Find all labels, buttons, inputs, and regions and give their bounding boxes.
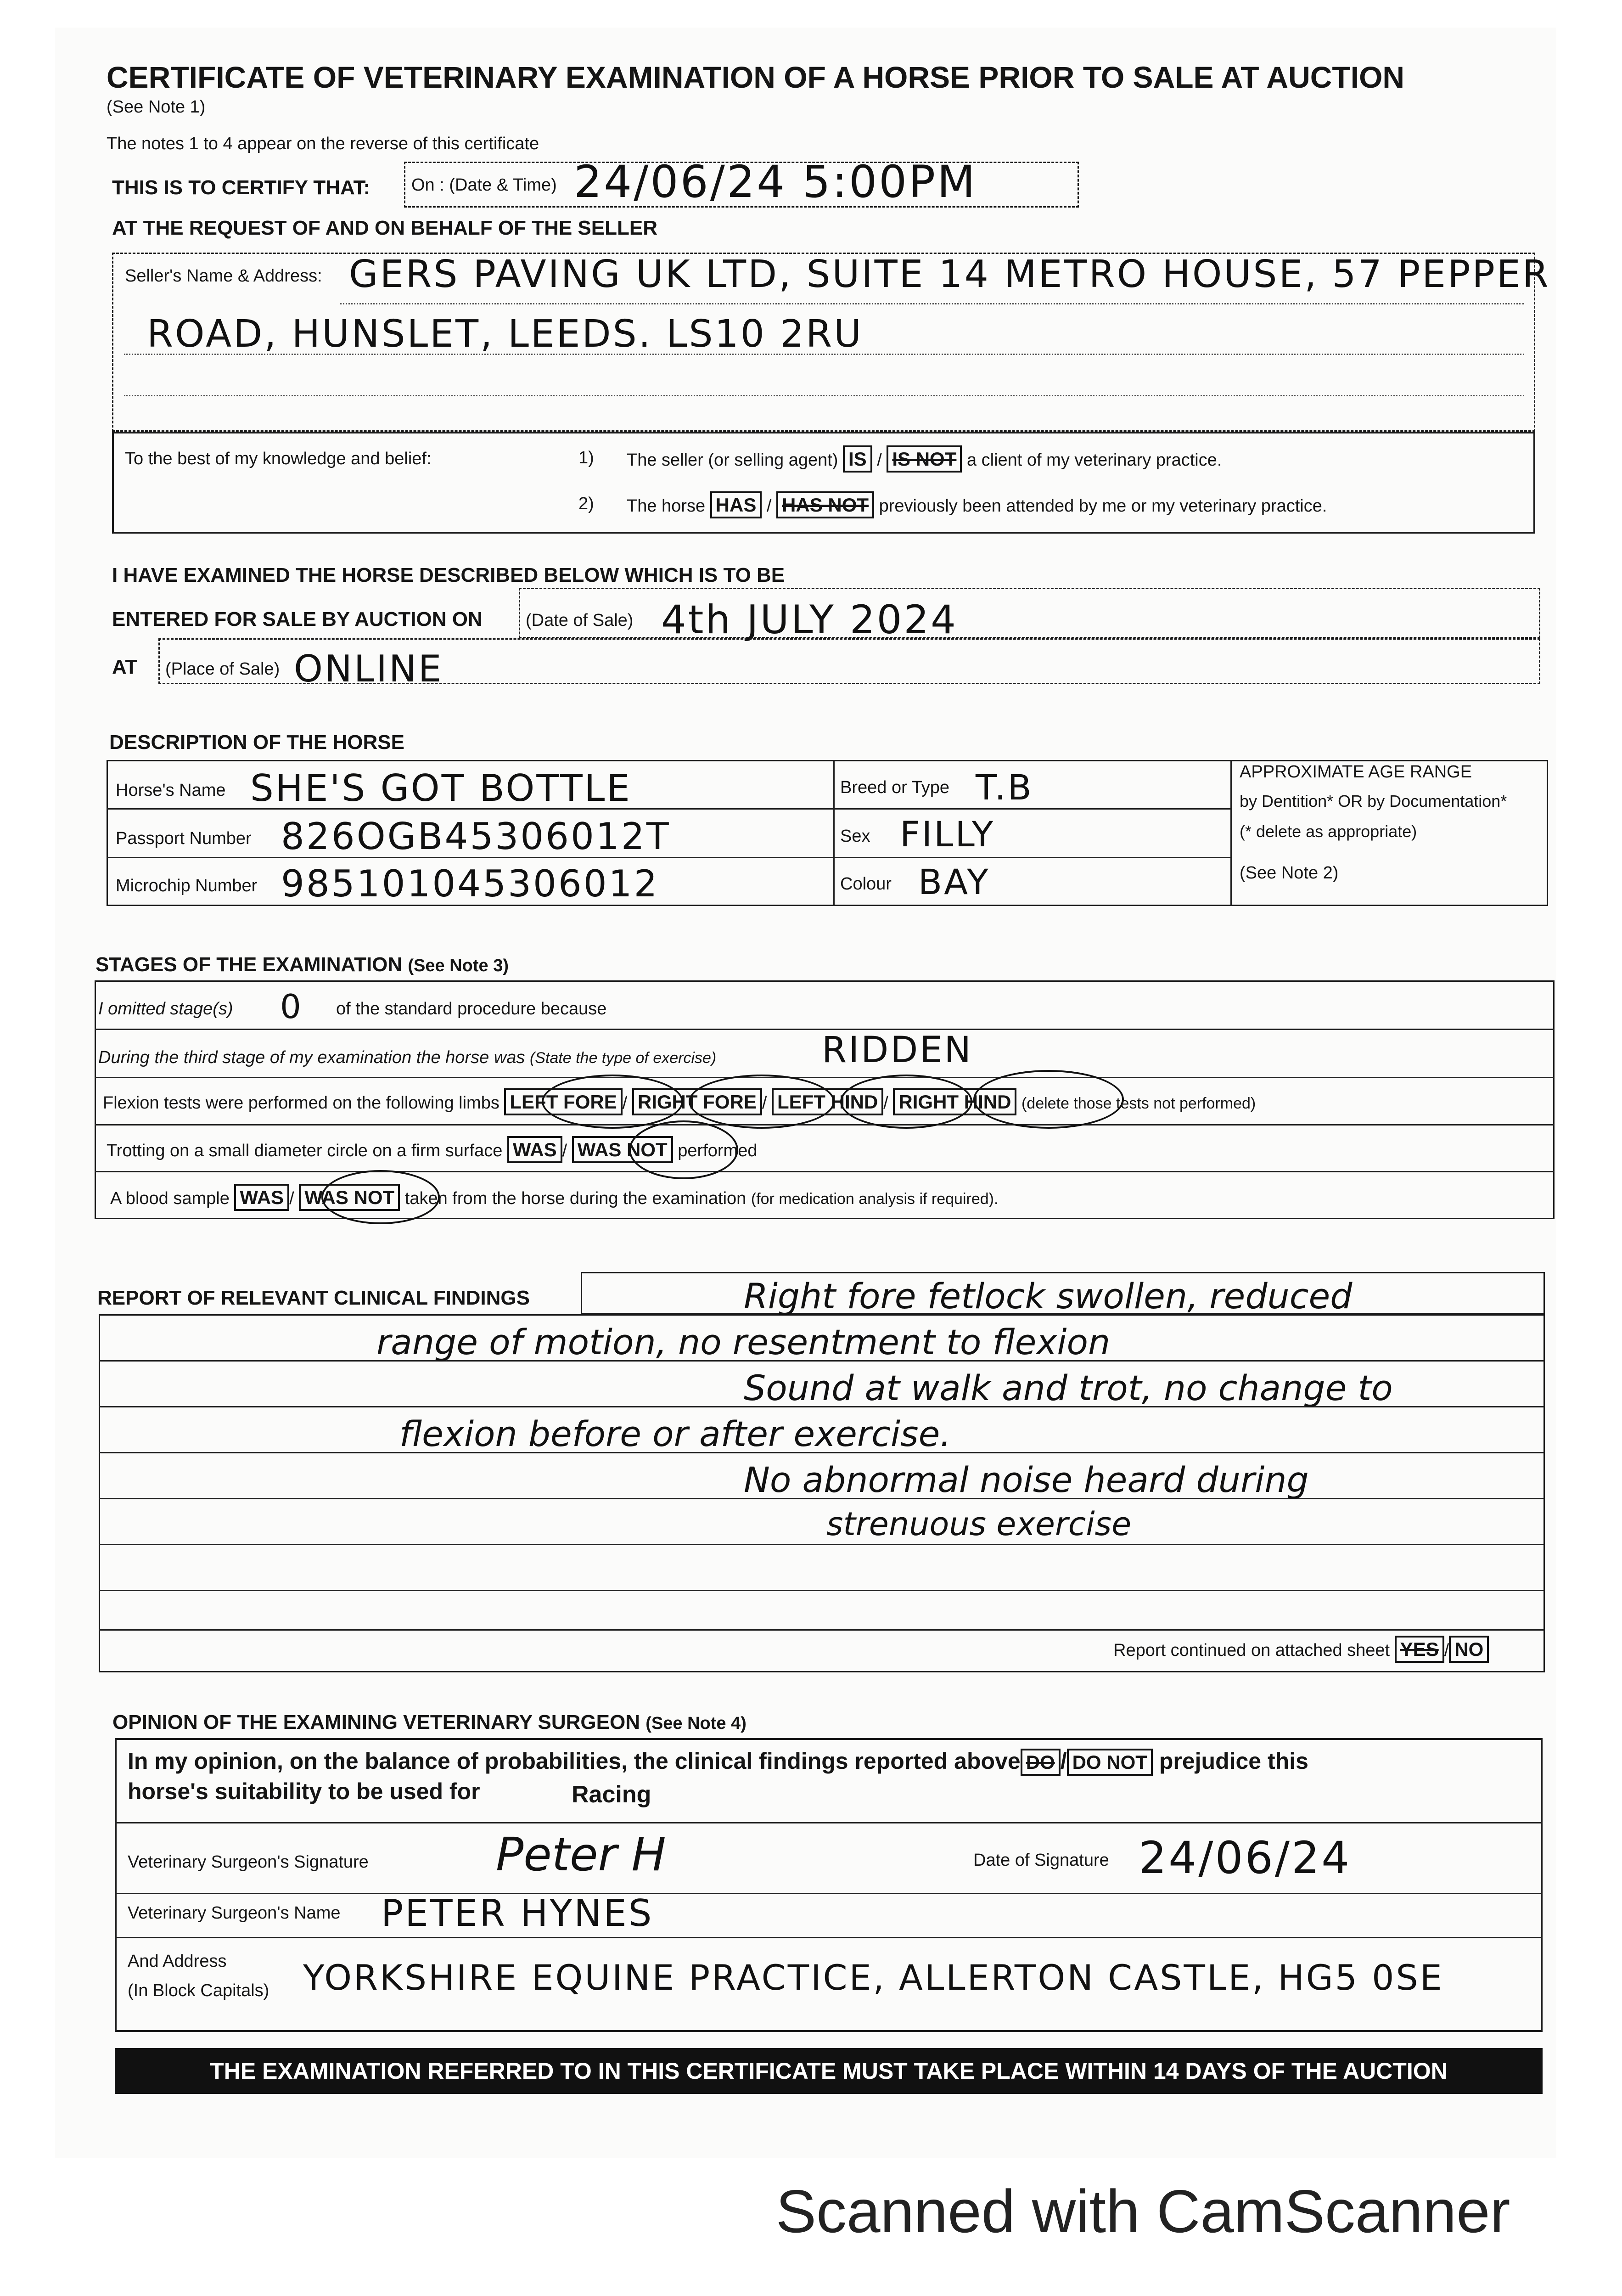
sex-value: FILLY [900,814,995,855]
horse-name-label: Horse's Name [116,781,226,800]
circle-left-fore [542,1075,683,1129]
at-label: AT [112,656,138,678]
option-do-not[interactable]: DO NOT [1067,1749,1153,1776]
flexion-right-hind[interactable]: RIGHT HIND [893,1088,1016,1115]
knowledge-statement-2 [627,494,1327,516]
seller-client-pre: The seller (or selling agent) [627,450,838,470]
omitted-pre: I omitted stage(s) [98,999,233,1019]
flexion-left-fore[interactable]: LEFT FORE [504,1088,622,1115]
date-of-sale-label: (Date of Sale) [526,611,634,630]
certify-label: THIS IS TO CERTIFY THAT: [112,176,370,199]
blood-was-not[interactable]: WAS NOT [299,1184,400,1211]
flexion-left-hind[interactable]: LEFT HIND [772,1088,883,1115]
see-note-1: (See Note 1) [107,97,206,117]
report-heading: REPORT OF RELEVANT CLINICAL FINDINGS [97,1287,530,1309]
colour-label: Colour [840,874,892,894]
horse-name-value: SHE'S GOT BOTTLE [250,767,632,810]
signature-label: Veterinary Surgeon's Signature [128,1852,369,1872]
knowledge-num-2: 2) [578,494,594,513]
third-stage-note: (State the type of exercise) [529,1049,717,1067]
col-divider-2 [1230,760,1232,906]
trot-was-not[interactable]: WAS NOT [572,1136,673,1163]
third-stage-value: RIDDEN [822,1030,973,1071]
col-divider-1 [833,760,835,906]
seller-label: Seller's Name & Address: [125,266,322,286]
flexion-right-fore[interactable]: RIGHT FORE [632,1088,762,1115]
opinion-text-2: prejudice this [1159,1748,1308,1774]
breed-value: T.B [976,767,1033,808]
report-rule-7 [99,1629,1545,1631]
flexion-post: (delete those tests not performed) [1021,1095,1256,1112]
seller-line-1: GERS PAVING UK LTD, SUITE 14 METRO HOUSE, 57 PEPPER [349,253,1550,296]
omitted-post: of the standard procedure because [336,999,607,1019]
notes-line: The notes 1 to 4 appear on the reverse of this certificate [107,134,539,153]
option-is-not[interactable]: IS NOT [887,445,962,473]
horse-attended-post: previously been attended by me or my veterinary practice. [879,496,1327,516]
age-range-method: by Dentition* OR by Documentation* [1240,792,1507,810]
camscanner-watermark: Scanned with CamScanner [776,2178,1510,2245]
on-date-time-label: On : (Date & Time) [411,175,557,195]
report-rule-5 [99,1544,1545,1545]
knowledge-label: To the best of my knowledge and belief: [125,449,432,468]
report-line-5: No abnormal noise heard during [744,1459,1309,1500]
report-line-2: range of motion, no resentment to flexion [376,1322,1111,1362]
stage-row-2 [95,1077,1555,1078]
opinion-text-line-1 [128,1748,1308,1774]
age-range-see-note: (See Note 2) [1240,863,1339,883]
opinion-heading-note: (See Note 4) [645,1714,746,1733]
signature-value: Peter H [496,1828,666,1881]
colour-value: BAY [918,861,990,902]
microchip-value: 985101045306012 [281,862,659,905]
report-line-1: Right fore fetlock swollen, reduced [744,1276,1353,1317]
report-continued-label: Report continued on attached sheet [1113,1641,1390,1660]
trot-post: performed [678,1141,758,1160]
opinion-rule-2 [115,1893,1543,1894]
date-of-sale-value: 4th JULY 2024 [661,597,958,643]
age-range-title: APPROXIMATE AGE RANGE [1240,762,1472,782]
page-title: CERTIFICATE OF VETERINARY EXAMINATION OF A HORSE PRIOR TO SALE AT AUCTION [107,60,1405,94]
flexion-line: Flexion tests were performed on the following limbs LEFT FORE / RIGHT FORE / LEFT HIND / RIGHT HIND (delete those tests not performed) [103,1091,1256,1113]
knowledge-statement-1 [627,448,1222,470]
circle-right-fore [689,1075,835,1129]
stages-heading [95,953,509,976]
on-date-time-value: 24/06/24 5:00PM [574,156,977,208]
address-label-1: And Address [128,1952,227,1971]
passport-value: 826OGB45306012T [281,815,671,858]
blood-pre: A blood sample [110,1189,230,1208]
circle-left-hind [840,1075,972,1129]
exam-line-2: ENTERED FOR SALE BY AUCTION ON [112,608,483,630]
omitted-value: 0 [280,987,303,1026]
stage-row-3 [95,1124,1555,1125]
place-of-sale-label: (Place of Sale) [165,659,280,679]
trot-was[interactable]: WAS [507,1136,562,1163]
blood-post: taken from the horse during the examination [404,1189,746,1208]
blood-was[interactable]: WAS [234,1184,289,1211]
stage-row-4 [95,1171,1555,1172]
horse-attended-pre: The horse [627,496,706,516]
report-rule-6 [99,1590,1545,1591]
third-stage-pre: During the third stage of my examination the horse was [98,1048,525,1067]
request-line: AT THE REQUEST OF AND ON BEHALF OF THE SELLER [112,217,657,239]
continued-yes[interactable]: YES [1395,1636,1444,1663]
sep: / [877,450,882,470]
report-line-6: strenuous exercise [826,1505,1132,1543]
opinion-rule-1 [115,1822,1543,1823]
option-has[interactable]: HAS [710,491,762,518]
opinion-text-1: In my opinion, on the balance of probabilities, the clinical findings reported above [128,1748,1021,1774]
seller-rule-2 [124,354,1524,355]
address-label-2: (In Block Capitals) [128,1981,269,2000]
description-heading: DESCRIPTION OF THE HORSE [109,731,404,754]
circle-blood-was-not [321,1170,440,1224]
trot-line: Trotting on a small diameter circle on a firm surface WAS / WAS NOT performed [107,1139,757,1161]
stages-heading-text: STAGES OF THE EXAMINATION [95,953,403,976]
seller-client-post: a client of my veterinary practice. [966,450,1222,470]
microchip-label: Microchip Number [116,876,258,895]
sep: / [766,496,772,516]
vet-name-value: PETER HYNES [381,1892,654,1935]
address-value: YORKSHIRE EQUINE PRACTICE, ALLERTON CASTLE, HG5 0SE [303,1957,1444,1998]
place-of-sale-value: ONLINE [294,647,443,690]
option-has-not[interactable]: HAS NOT [776,491,874,518]
footer-notice: THE EXAMINATION REFERRED TO IN THIS CERTIFICATE MUST TAKE PLACE WITHIN 14 DAYS OF THE AUCTION [115,2048,1543,2094]
exam-line-1: I HAVE EXAMINED THE HORSE DESCRIBED BELOW WHICH IS TO BE [112,564,785,586]
vet-name-label: Veterinary Surgeon's Name [128,1903,341,1923]
blood-note: (for medication analysis if required). [751,1190,999,1208]
passport-label: Passport Number [116,829,252,848]
opinion-heading-text: OPINION OF THE EXAMINING VETERINARY SURGEON [112,1711,640,1733]
report-line-3: Sound at walk and trot, no change to [744,1367,1393,1408]
trot-pre: Trotting on a small diameter circle on a firm surface [107,1141,503,1160]
option-do[interactable]: DO [1021,1749,1061,1776]
blood-line: A blood sample WAS / WAS NOT taken from the horse during the examination (for medication analysis if required). [110,1187,998,1209]
opinion-heading [112,1711,746,1734]
report-continued [1113,1638,1489,1660]
knowledge-num-1: 1) [578,448,594,467]
sep: / [1060,1748,1067,1774]
third-stage-line [98,1048,716,1068]
date-of-signature-value: 24/06/24 [1139,1832,1352,1884]
flexion-pre: Flexion tests were performed on the following limbs [103,1093,500,1113]
report-line-4: flexion before or after exercise. [399,1413,951,1454]
sex-label: Sex [840,827,870,846]
circle-trot-was-not [629,1120,738,1179]
circle-right-hind [973,1070,1124,1129]
continued-no[interactable]: NO [1449,1636,1489,1663]
age-range-delete-note: (* delete as appropriate) [1240,822,1417,841]
stages-heading-note: (See Note 3) [408,956,509,975]
opinion-rule-3 [115,1937,1543,1938]
opinion-use: Racing [572,1781,651,1808]
breed-label: Breed or Type [840,778,950,797]
seller-line-2: ROAD, HUNSLET, LEEDS. LS10 2RU [147,312,864,356]
sep: / [1444,1641,1449,1660]
date-of-signature-label: Date of Signature [973,1851,1109,1870]
seller-rule-3 [124,395,1524,396]
seller-rule-1 [340,303,1524,304]
opinion-text-3: horse's suitability to be used for [128,1778,480,1804]
option-is[interactable]: IS [843,445,872,473]
